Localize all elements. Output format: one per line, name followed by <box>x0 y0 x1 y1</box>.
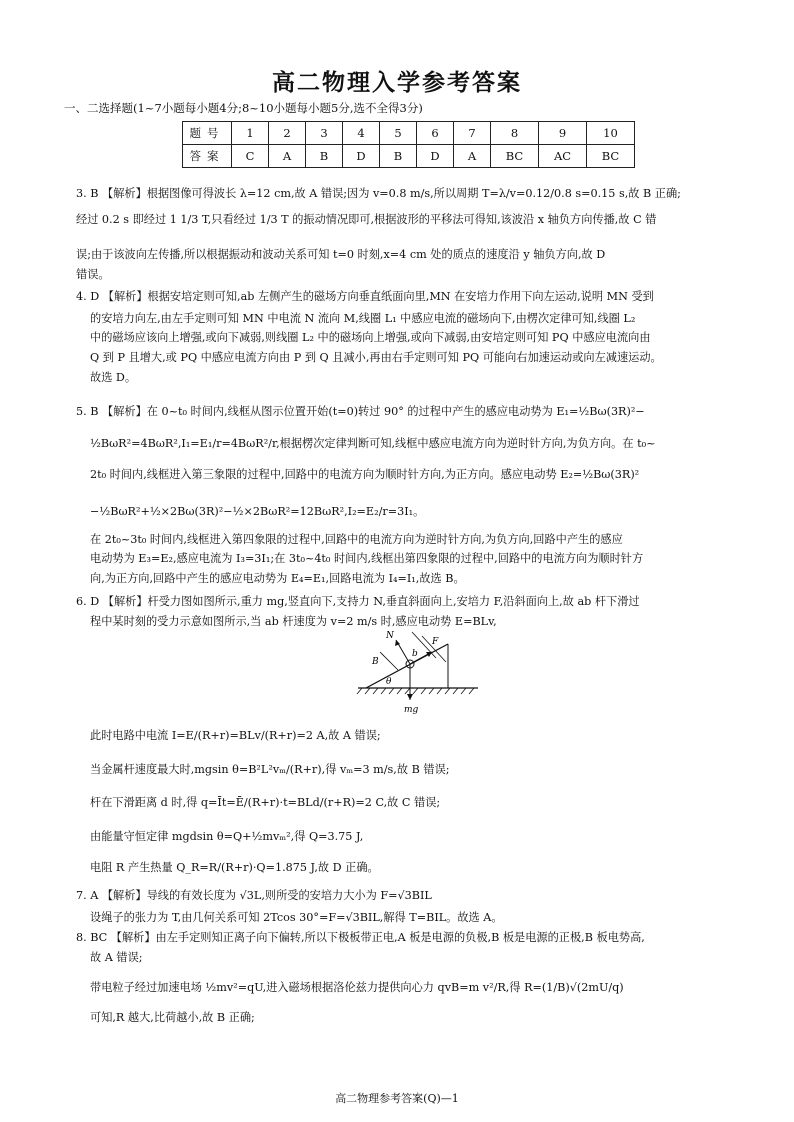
q3-line: 错误。 <box>76 268 110 281</box>
page-title: 高二物理入学参考答案 <box>272 70 522 96</box>
table-cell: 1 <box>232 122 269 145</box>
label-theta: θ <box>386 677 392 687</box>
table-cell: D <box>417 145 454 168</box>
q5-line: 5. B 【解析】在 0~t₀ 时间内,线框从图示位置开始(t=0)转过 90° 的过程中产生的感应电动势为 E₁=½Bω(3R)²− <box>76 405 645 418</box>
table-cell: 8 <box>491 122 539 145</box>
label-f: F <box>432 637 439 647</box>
table-cell: AC <box>539 145 587 168</box>
table-cell: 3 <box>306 122 343 145</box>
q6-line: 此时电路中电流 I=E/(R+r)=BLv/(R+r)=2 A,故 A 错误; <box>90 729 381 742</box>
section-heading: 一、二选择题(1~7小题每小题4分;8~10小题每小题5分,选不全得3分) <box>64 101 423 115</box>
q6-line: 电阻 R 产生热量 Q_R=R/(R+r)·Q=1.875 J,故 D 正确。 <box>90 861 379 874</box>
table-row-answers <box>183 145 635 168</box>
table-cell: 4 <box>343 122 380 145</box>
q3-line: 3. B 【解析】根据图像可得波长 λ=12 cm,故 A 错误;因为 v=0.8 m/s,所以周期 T=λ/v=0.12/0.8 s=0.15 s,故 B 正确; <box>76 187 681 200</box>
gravity-arrowhead <box>407 694 413 700</box>
q5-line: ½BωR²=4BωR²,I₁=E₁/r=4BωR²/r,根据楞次定律判断可知,线框中感应电流方向为逆时针方向,为负方向。在 t₀~ <box>90 437 656 450</box>
q7-line: 7. A 【解析】导线的有效长度为 √3L,则所受的安培力大小为 F=√3BIL <box>76 889 432 902</box>
ground-hatch <box>357 688 474 694</box>
q8-line: 带电粒子经过加速电场 ½mv²=qU,进入磁场根据洛伦兹力提供向心力 qvB=m v²/R,得 R=(1/B)√(2mU/q) <box>90 981 624 994</box>
q8-line: 故 A 错误; <box>90 951 143 964</box>
label-mg: mg <box>404 705 419 714</box>
table-cell: 5 <box>380 122 417 145</box>
q3-line: 误;由于该波向左传播,所以根据振动和波动关系可知 t=0 时刻,x=4 cm 处的质点的速度沿 y 轴负方向,故 D <box>76 248 606 261</box>
field-line <box>380 652 398 670</box>
table-cell: B <box>380 145 417 168</box>
table-cell: BC <box>587 145 635 168</box>
label-b: b <box>412 649 418 659</box>
table-cell: D <box>343 145 380 168</box>
force-diagram <box>352 622 482 714</box>
q6-line: 程中某时刻的受力示意如图所示,当 ab 杆速度为 v=2 m/s 时,感应电动势 E=BLv, <box>90 615 497 628</box>
table-cell: 6 <box>417 122 454 145</box>
q7-line: 设绳子的张力为 T,由几何关系可知 2Tcos 30°=F=√3BIL,解得 T=BIL。故选 A。 <box>90 911 503 924</box>
q6-line: 由能量守恒定律 mgdsin θ=Q+½mvₘ²,得 Q=3.75 J, <box>90 830 364 843</box>
table-row-label: 答案 <box>183 145 232 168</box>
q6-line: 杆在下滑距离 d 时,得 q=Īt=Ē/(R+r)·t=BLd/(r+R)=2 C,故 C 错误; <box>90 796 441 809</box>
q3-line: 经过 0.2 s 即经过 1 1/3 T,只看经过 1/3 T 的振动情况即可,根据波形的平移法可得知,该波沿 x 轴负方向传播,故 C 错 <box>76 213 657 226</box>
table-cell: 2 <box>269 122 306 145</box>
q8-line: 8. BC 【解析】由左手定则知正离子向下偏转,所以下极板带正电,A 板是电源的负极,B 板是电源的正极,B 板电势高, <box>76 931 645 944</box>
table-cell: B <box>306 145 343 168</box>
page-footer: 高二物理参考答案(Q)—1 <box>335 1092 459 1105</box>
q4-line: 中的磁场应该向上增强,或向下减弱,则线圈 L₂ 中的磁场向上增强,或向下减弱,由安培定则可知 PQ 中感应电流向由 <box>90 331 651 344</box>
label-field-b: B <box>372 657 379 667</box>
table-cell: C <box>232 145 269 168</box>
q5-line: 2t₀ 时间内,线框进入第三象限的过程中,回路中的电流方向为顺时针方向,为正方向。感应电动势 E₂=½Bω(3R)² <box>90 468 640 481</box>
table-row-label: 题号 <box>183 122 232 145</box>
q8-line: 可知,R 越大,比荷越小,故 B 正确; <box>90 1011 255 1024</box>
q5-line: 在 2t₀~3t₀ 时间内,线框进入第四象限的过程中,回路中的电流方向为逆时针方向,为负方向,回路中产生的感应 <box>90 533 623 546</box>
table-cell: A <box>454 145 491 168</box>
q6-line: 6. D 【解析】杆受力图如图所示,重力 mg,竖直向下,支持力 N,垂直斜面向上,安培力 F,沿斜面向上,故 ab 杆下滑过 <box>76 595 640 608</box>
q5-line: 向,为正方向,回路中产生的感应电动势为 E₄=E₁,回路电流为 I₄=I₁,故选 B。 <box>90 572 465 585</box>
table-cell: A <box>269 145 306 168</box>
q4-line: 故选 D。 <box>90 371 137 384</box>
q5-line: −½BωR²+½×2Bω(3R)²−½×2BωR²=12BωR²,I₂=E₂/r=3I₁。 <box>90 505 425 518</box>
q6-line: 当金属杆速度最大时,mgsin θ=B²L²vₘ/(R+r),得 vₘ=3 m/s,故 B 错误; <box>90 763 450 776</box>
q4-line: 4. D 【解析】根据安培定则可知,ab 左侧产生的磁场方向垂直纸面向里,MN 在安培力作用下向左运动,说明 MN 受到 <box>76 290 654 303</box>
label-n: N <box>386 631 394 641</box>
table-cell: 7 <box>454 122 491 145</box>
answer-table <box>182 121 635 168</box>
table-cell: 9 <box>539 122 587 145</box>
q4-line: 的安培力向左,由左手定则可知 MN 中电流 N 流向 M,线圈 L₁ 中感应电流的磁场向下,由楞次定律可知,线圈 L₂ <box>90 312 636 325</box>
table-row-numbers <box>183 122 635 145</box>
q5-line: 电动势为 E₃=E₂,感应电流为 I₃=3I₁;在 3t₀~4t₀ 时间内,线框出第四象限的过程中,回路中的电流方向为顺时针方 <box>90 552 644 565</box>
q4-line: Q 到 P 且增大,或 PQ 中感应电流方向由 P 到 Q 且减小,再由右手定则可知 PQ 可能向右加速运动或向左减速运动。 <box>90 351 662 364</box>
table-cell: 10 <box>587 122 635 145</box>
table-cell: BC <box>491 145 539 168</box>
